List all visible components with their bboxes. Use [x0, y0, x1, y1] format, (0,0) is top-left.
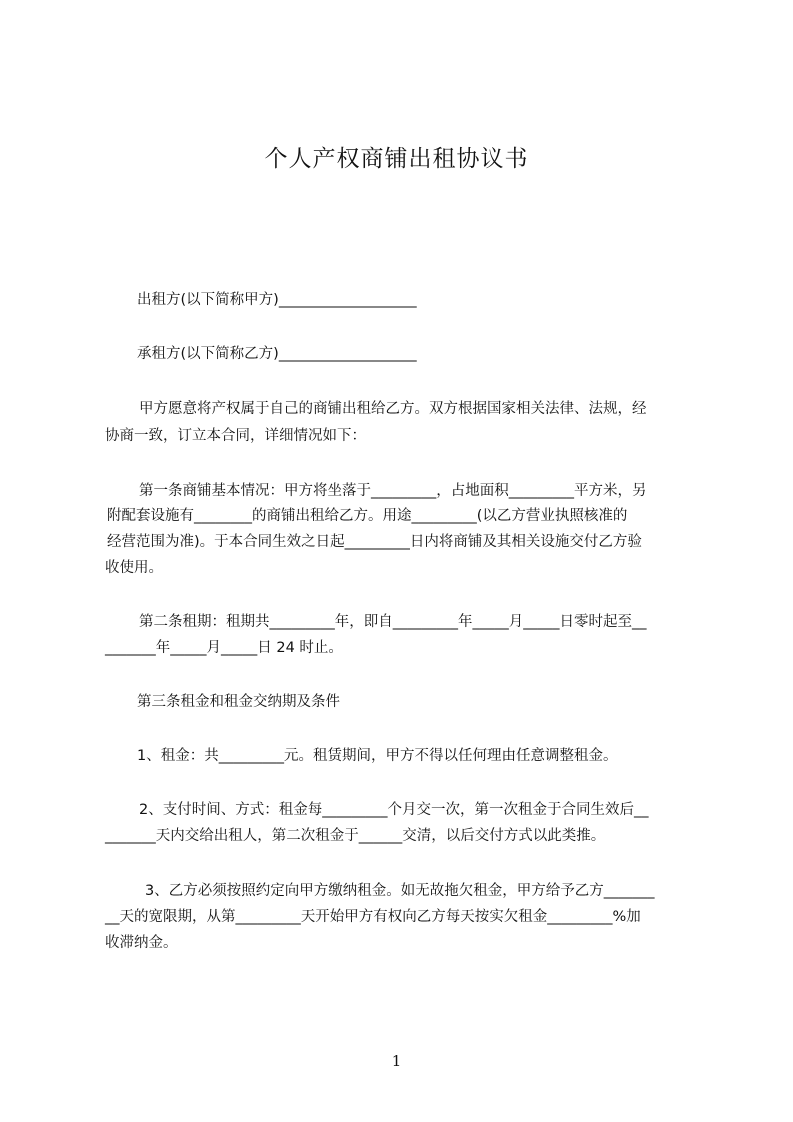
- article1-line-3: 经营范围为准)。于本合同生效之日起_________日内将商铺及其相关设施交付乙方验: [107, 534, 642, 550]
- rent-item-2-line-1: 2、支付时间、方式：租金每_________个月交一次，第一次租金于合同生效后__: [139, 802, 649, 818]
- article3-heading: 第三条租金和租金交纳期及条件: [137, 694, 340, 710]
- intro-line-2: 协商一致，订立本合同，详细情况如下：: [105, 428, 366, 444]
- page-title: 个人产权商铺出租协议书: [264, 146, 529, 172]
- rent-item-3-line-2: __天的宽限期，从第_________天开始甲方有权向乙方每天按实欠租金_________%加: [105, 909, 641, 925]
- intro-line-1: 甲方愿意将产权属于自己的商铺出租给乙方。双方根据国家相关法律、法规，经: [139, 401, 647, 417]
- article1-line-1: 第一条商铺基本情况：甲方将坐落于_________，占地面积_________平方米，另: [139, 483, 647, 499]
- article2-line-1: 第二条租期：租期共_________年，即自_________年_____月_____日零时起至__: [139, 614, 647, 630]
- rent-item-2-line-2: _______天内交给出租人，第二次租金于______交清，以后交付方式以此类推。: [105, 828, 606, 844]
- lessee-line: 承租方(以下简称乙方)___________________: [137, 346, 417, 362]
- page-number: 1: [391, 1052, 402, 1070]
- lessor-line: 出租方(以下简称甲方)___________________: [137, 292, 417, 308]
- article1-line-2: 附配套设施有________的商铺出租给乙方。用途_________(以乙方营业执照核准的: [107, 508, 628, 524]
- rent-item-3-line-1: 3、乙方必须按照约定向甲方缴纳租金。如无故拖欠租金，甲方给予乙方_______: [145, 883, 655, 899]
- rent-item-1: 1、租金：共_________元。租赁期间，甲方不得以任何理由任意调整租金。: [137, 748, 618, 764]
- article1-line-4: 收使用。: [105, 560, 163, 576]
- article2-line-2: _______年_____月_____日 24 时止。: [105, 640, 343, 656]
- rent-item-3-line-3: 收滞纳金。: [105, 935, 178, 951]
